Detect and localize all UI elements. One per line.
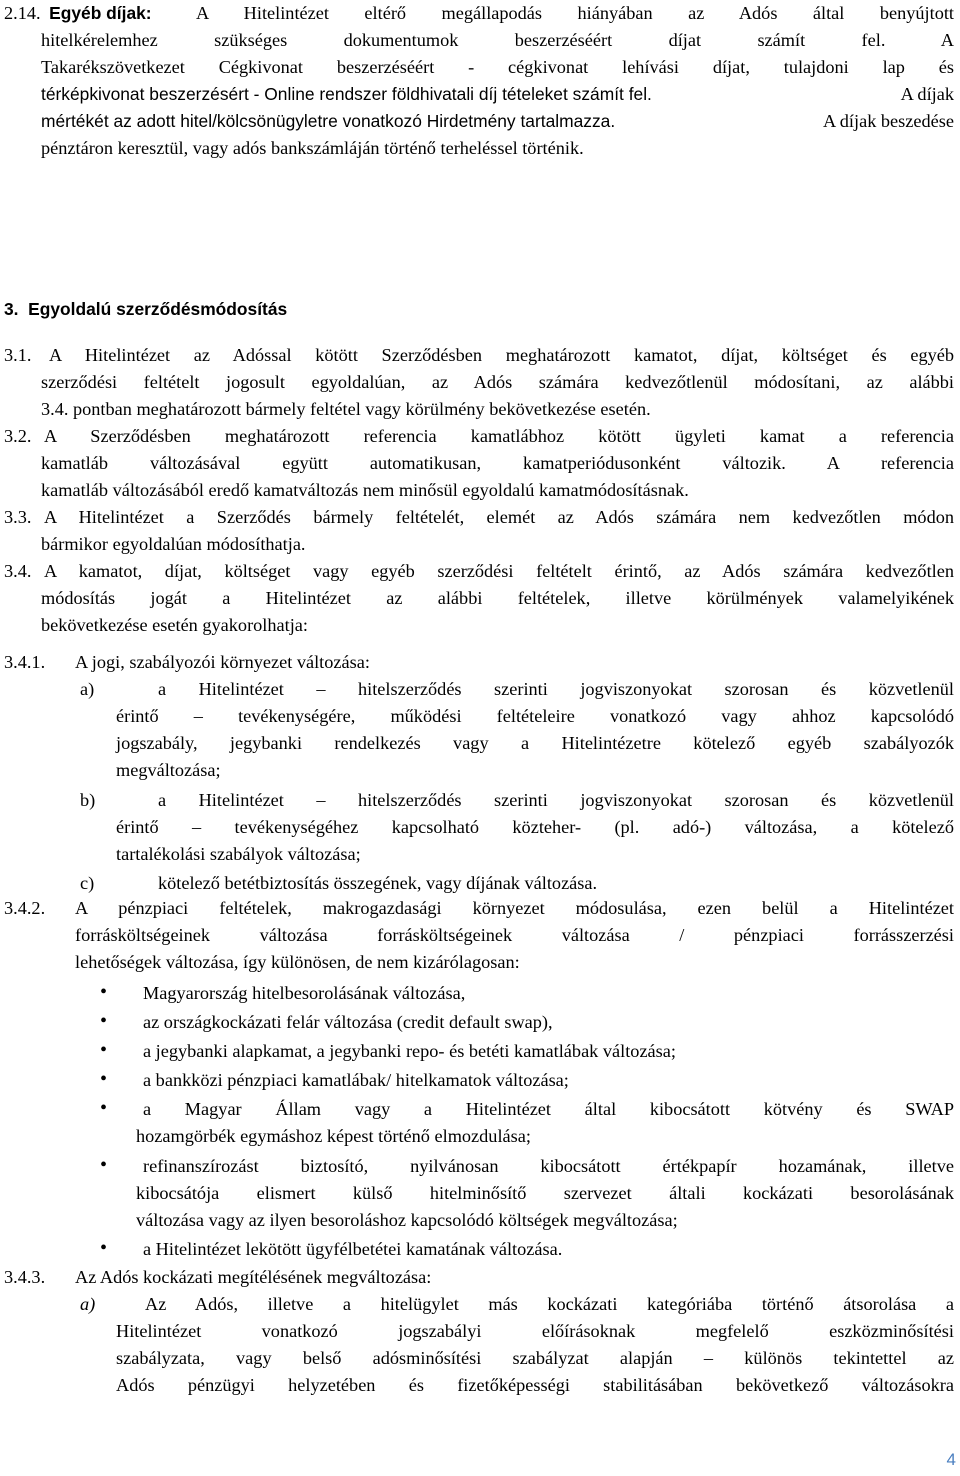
paragraph-line: A Hitelintézet a Szerződés bármely feltételét, elemét az Adós számára nem kedvezőtlen módon — [44, 507, 954, 527]
paragraph-line: kamatláb változásával együtt automatikusan, kamatperiódusonként változik. A referencia — [41, 453, 954, 473]
paragraph-line: A pénzpiaci feltételek, makrogazdasági környezet módosulása, ezen belül a Hitelintézet — [75, 898, 954, 918]
section-number: 3.4.1. — [4, 652, 46, 672]
paragraph-line: kamatláb változásából eredő kamatváltozás nem minősül egyoldalú kamatmódosításnak. — [41, 480, 689, 500]
bullet-icon: • — [100, 1097, 108, 1119]
paragraph-line: Takarékszövetkezet Cégkivonat beszerzéséért - cégkivonat lehívási díjat, tulajdoni lap és — [41, 57, 954, 77]
list-item-line: a Hitelintézet – hitelszerződés szerinti jogviszonyokat szorosan és közvetlenül — [158, 679, 954, 699]
list-label: a) — [80, 679, 95, 699]
list-item-line: érintő – tevékenységére, működési feltételeire vonatkozó vagy ahhoz kapcsolódó — [116, 706, 954, 726]
paragraph-text: térképkivonat beszerzésért - Online rendszer földhivatali díj tételeket számít fel. — [41, 84, 652, 104]
bullet-icon: • — [100, 1039, 108, 1061]
list-item-line: jogszabály, jegybanki rendelkezés vagy a Hitelintézetre kötelező egyéb szabályozók — [116, 733, 954, 753]
list-item-line: refinanszírozást biztosító, nyilvánosan kibocsátott értékpapír hozamának, illetve — [143, 1156, 954, 1176]
section-title: Egyéb díjak: — [49, 3, 152, 23]
subsection-title: A jogi, szabályozói környezet változása: — [75, 652, 370, 672]
paragraph-line: bármikor egyoldalúan módosíthatja. — [41, 534, 306, 554]
paragraph-line — [41, 108, 954, 135]
list-item-line: a jegybanki alapkamat, a jegybanki repo- és betéti kamatlábak változása; — [143, 1041, 676, 1061]
list-label: c) — [80, 873, 95, 893]
bullet-icon: • — [100, 1237, 108, 1259]
section-number: 3.4. — [4, 561, 32, 581]
paragraph-line: forrásköltségeinek változása forrásköltségeinek változása / pénzpiaci forrásszerzési — [75, 925, 954, 945]
paragraph-line: pénztáron keresztül, vagy adós bankszámláján történő terheléssel történik. — [41, 138, 584, 158]
list-item-line: az országkockázati felár változása (credit default swap), — [143, 1012, 553, 1032]
section-number: 3.4.2. — [4, 898, 46, 918]
paragraph-line — [41, 81, 954, 108]
section-number: 3.4.3. — [4, 1267, 46, 1287]
list-item-line: Adós pénzügyi helyzetében és fizetőképességi stabilitásában bekövetkező változásokra — [116, 1375, 954, 1395]
section-number: 3.3. — [4, 507, 32, 527]
list-label: a) — [80, 1294, 96, 1314]
list-item-line: a Hitelintézet lekötött ügyfélbetétei kamatának változása. — [143, 1239, 563, 1259]
bullet-icon: • — [100, 1010, 108, 1032]
page-number: 4 — [946, 1450, 956, 1469]
list-item-line: érintő – tevékenységéhez kapcsolható közteher- (pl. adó-) változása, a kötelező — [116, 817, 954, 837]
list-item-line: Magyarország hitelbesorolásának változása, — [143, 983, 466, 1003]
paragraph-line: lehetőségek változása, így különösen, de nem kizárólagosan: — [75, 952, 520, 972]
list-item-line: kibocsátója elismert külső hitelminősítő szervezet általi kockázati besorolásának — [136, 1183, 954, 1203]
list-item-line: a Magyar Állam vagy a Hitelintézet által kibocsátott kötvény és SWAP — [143, 1099, 954, 1119]
list-item-line: a bankközi pénzpiaci kamatlábak/ hitelkamatok változása; — [143, 1070, 569, 1090]
paragraph-line: szerződési feltételt jogosult egyoldalúan, az Adós számára kedvezőtlenül módosítani, az alábbi — [41, 372, 954, 392]
paragraph-line: módosítás jogát a Hitelintézet az alábbi feltételek, illetve körülmények valamelyikének — [41, 588, 954, 608]
paragraph-line: hitelkérelemhez szükséges dokumentumok beszerzéséért díjat számít fel. A — [41, 30, 954, 50]
paragraph-line: 3.4. pontban meghatározott bármely feltétel vagy körülmény bekövetkezése esetén. — [41, 399, 651, 419]
list-item-line: hozamgörbék egymáshoz képest történő elmozdulása; — [136, 1126, 531, 1146]
section-number: 2.14. — [4, 3, 41, 23]
list-item-line: a Hitelintézet – hitelszerződés szerinti jogviszonyokat szorosan és közvetlenül — [158, 790, 954, 810]
list-label: b) — [80, 790, 96, 810]
bullet-icon: • — [100, 1154, 108, 1176]
list-item-line: változása vagy az ilyen besoroláshoz kapcsolódó költségek megváltozása; — [136, 1210, 678, 1230]
paragraph-line: A Szerződésben meghatározott referencia kamatlábhoz kötött ügyleti kamat a referencia — [44, 426, 954, 446]
list-item-line: Az Adós, illetve a hitelügylet más kockázati kategóriába történő átsorolása a — [145, 1294, 954, 1314]
list-item-line: Hitelintézet vonatkozó jogszabályi előírásoknak megfelelő eszközminősítési — [116, 1321, 954, 1341]
paragraph-line: A Hitelintézet eltérő megállapodás hiányában az Adós által benyújtott — [196, 3, 954, 23]
section-heading: 3. Egyoldalú szerződésmódosítás — [4, 299, 288, 319]
paragraph-line: bekövetkezése esetén gyakorolhatja: — [41, 615, 308, 635]
paragraph-line: A kamatot, díjat, költséget vagy egyéb szerződési feltételt érintő, az Adós számára kedvezőtlen — [44, 561, 954, 581]
list-item-line: tartalékolási szabályok változása; — [116, 844, 361, 864]
list-item-line: megváltozása; — [116, 760, 221, 780]
paragraph-text: A díjak beszedése — [823, 111, 954, 131]
section-number: 3.2. — [4, 426, 32, 446]
paragraph-text: A díjak — [900, 84, 954, 104]
paragraph-line: A Hitelintézet az Adóssal kötött Szerződésben meghatározott kamatot, díjat, költséget és egyéb — [49, 345, 954, 365]
paragraph-text: mértékét az adott hitel/kölcsönügyletre vonatkozó Hirdetmény tartalmazza. — [41, 111, 616, 131]
subsection-title: Az Adós kockázati megítélésének megváltozása: — [75, 1267, 432, 1287]
section-number: 3.1. — [4, 345, 32, 365]
list-item-line: kötelező betétbiztosítás összegének, vagy díjának változása. — [158, 873, 598, 893]
bullet-icon: • — [100, 1068, 108, 1090]
list-item-line: szabályzata, vagy belső adósminősítési szabályzat alapján – különös tekintettel az — [116, 1348, 954, 1368]
bullet-icon: • — [100, 981, 108, 1003]
